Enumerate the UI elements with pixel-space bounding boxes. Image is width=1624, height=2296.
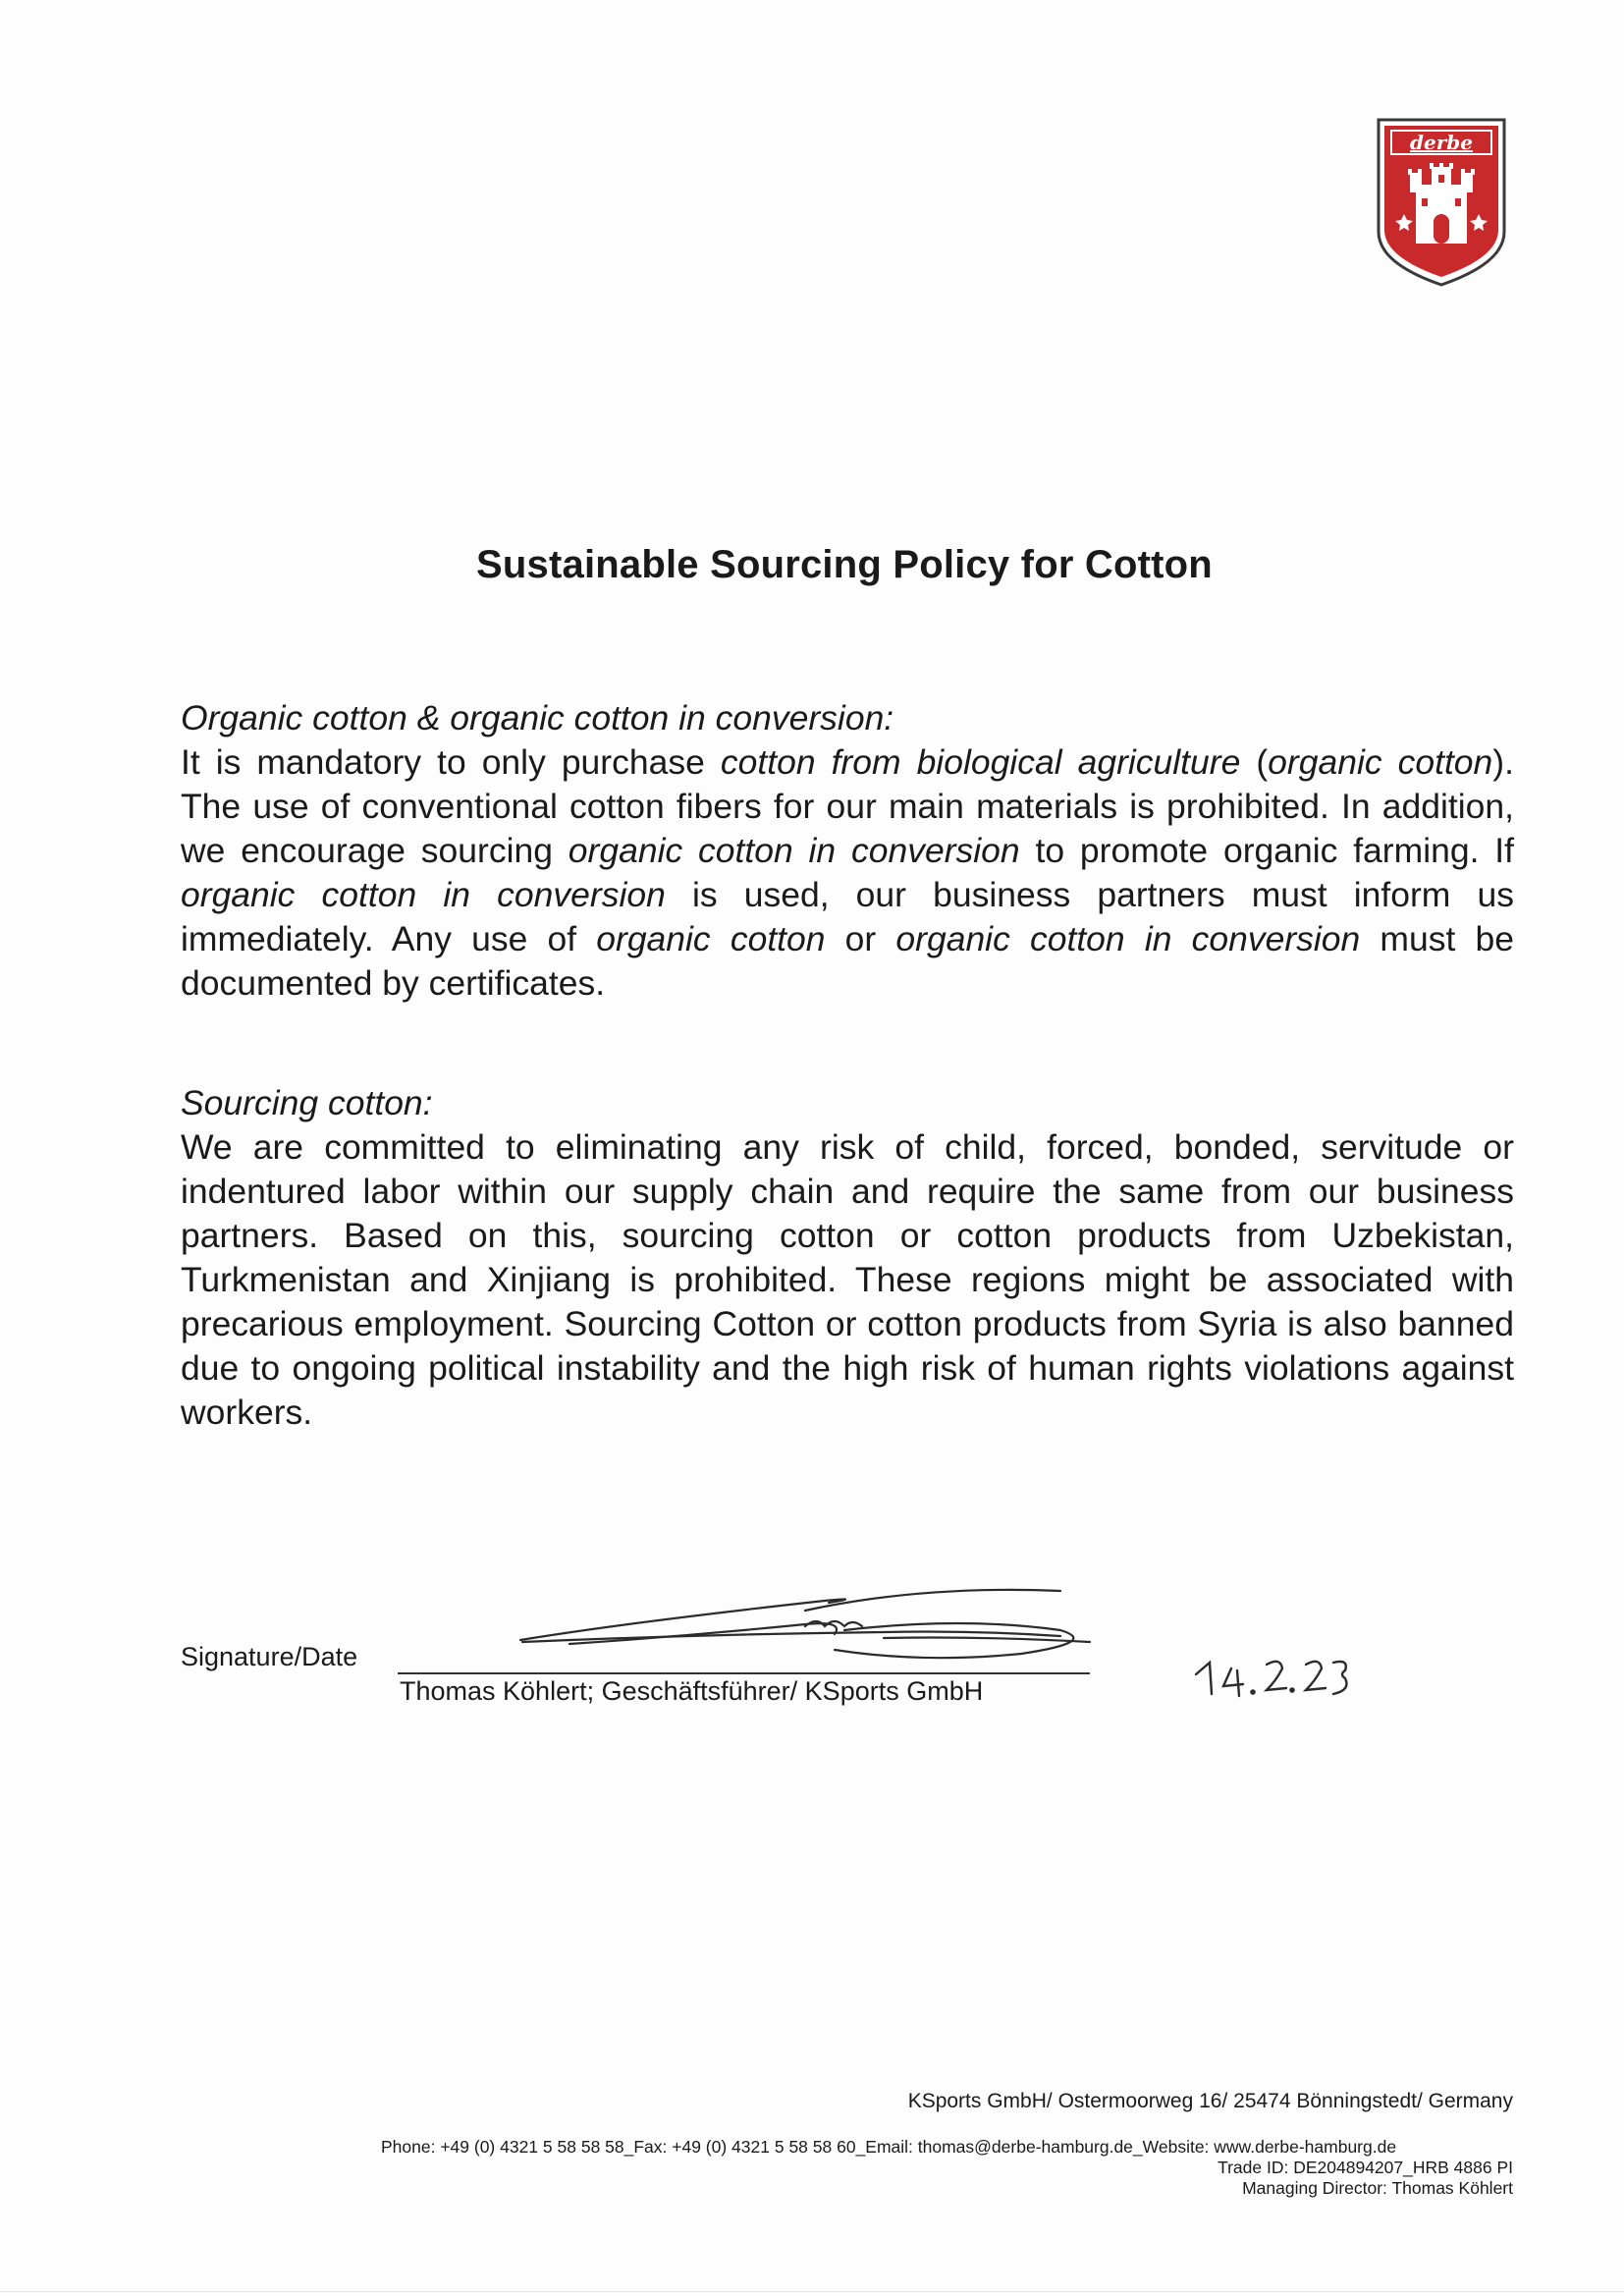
emphasis-run: cotton from biological agriculture [720, 742, 1241, 782]
section-sourcing-cotton [181, 1081, 1514, 1435]
page-title: Sustainable Sourcing Policy for Cotton [476, 543, 1213, 586]
text-run: ( [1240, 742, 1269, 782]
text-run: or [825, 919, 896, 958]
signature-line [398, 1672, 1090, 1674]
handwritten-date [1188, 1635, 1365, 1704]
text-run: must be documented by certificates. [181, 919, 1514, 1003]
section-heading: Organic cotton & organic cotton in conversion: [181, 698, 894, 738]
section-heading: Sourcing cotton: [181, 1083, 433, 1122]
signatory-name: Thomas Köhlert; Geschäftsführer/ KSports GmbH [400, 1676, 984, 1706]
handwritten-signature [511, 1581, 1119, 1669]
paragraph [181, 740, 1514, 1006]
text-run: ). The use of conventional cotton fibers for our main materials is prohibited. In addition, we encourage sourcing [181, 742, 1514, 870]
emphasis-run: organic cotton in conversion [895, 919, 1361, 958]
contact-line: Phone: +49 (0) 4321 5 58 58 58_Fax: +49 (0) 4321 5 58 58 60_Email: thomas@derbe-hamburg.de_Website: www.derbe-hamburg.de [381, 2137, 1397, 2157]
text-run: to promote organic farming. If [1019, 831, 1514, 870]
emphasis-run: organic cotton [1268, 742, 1493, 782]
signature-label: Signature/Date [181, 1642, 358, 1671]
logo-wordmark: derbe [1410, 131, 1473, 154]
emphasis-run: organic cotton in conversion [568, 831, 1020, 870]
text-run: It is mandatory to only purchase [181, 742, 721, 782]
paragraph: We are committed to eliminating any risk of child, forced, bonded, servitude or indentured labor within our supply chain and require the same from our business partners. Based on this, sourcing cotton or cotton products from Uzbekistan, Turkmenistan and Xinjiang is prohibited. These regions might be associated with precarious employment. Sourcing Cotton or cotton products from Syria is also banned due to ongoing political instability and the high risk of human rights violations against workers. [181, 1127, 1514, 1432]
managing-director: Managing Director: Thomas Köhlert [1242, 2178, 1513, 2198]
company-address: KSports GmbH/ Ostermoorweg 16/ 25474 Bönningstedt/ Germany [907, 2090, 1513, 2112]
section-organic-cotton [181, 696, 1514, 1006]
footer-contact-block [381, 2137, 1513, 2199]
trade-id: Trade ID: DE204894207_HRB 4886 PI [1218, 2158, 1513, 2177]
emphasis-run: organic cotton [596, 919, 826, 958]
scan-edge-line [0, 2291, 1624, 2292]
text-run: is used, our business partners must inform us immediately. Any use of [181, 875, 1514, 958]
emphasis-run: organic cotton in conversion [181, 875, 666, 914]
